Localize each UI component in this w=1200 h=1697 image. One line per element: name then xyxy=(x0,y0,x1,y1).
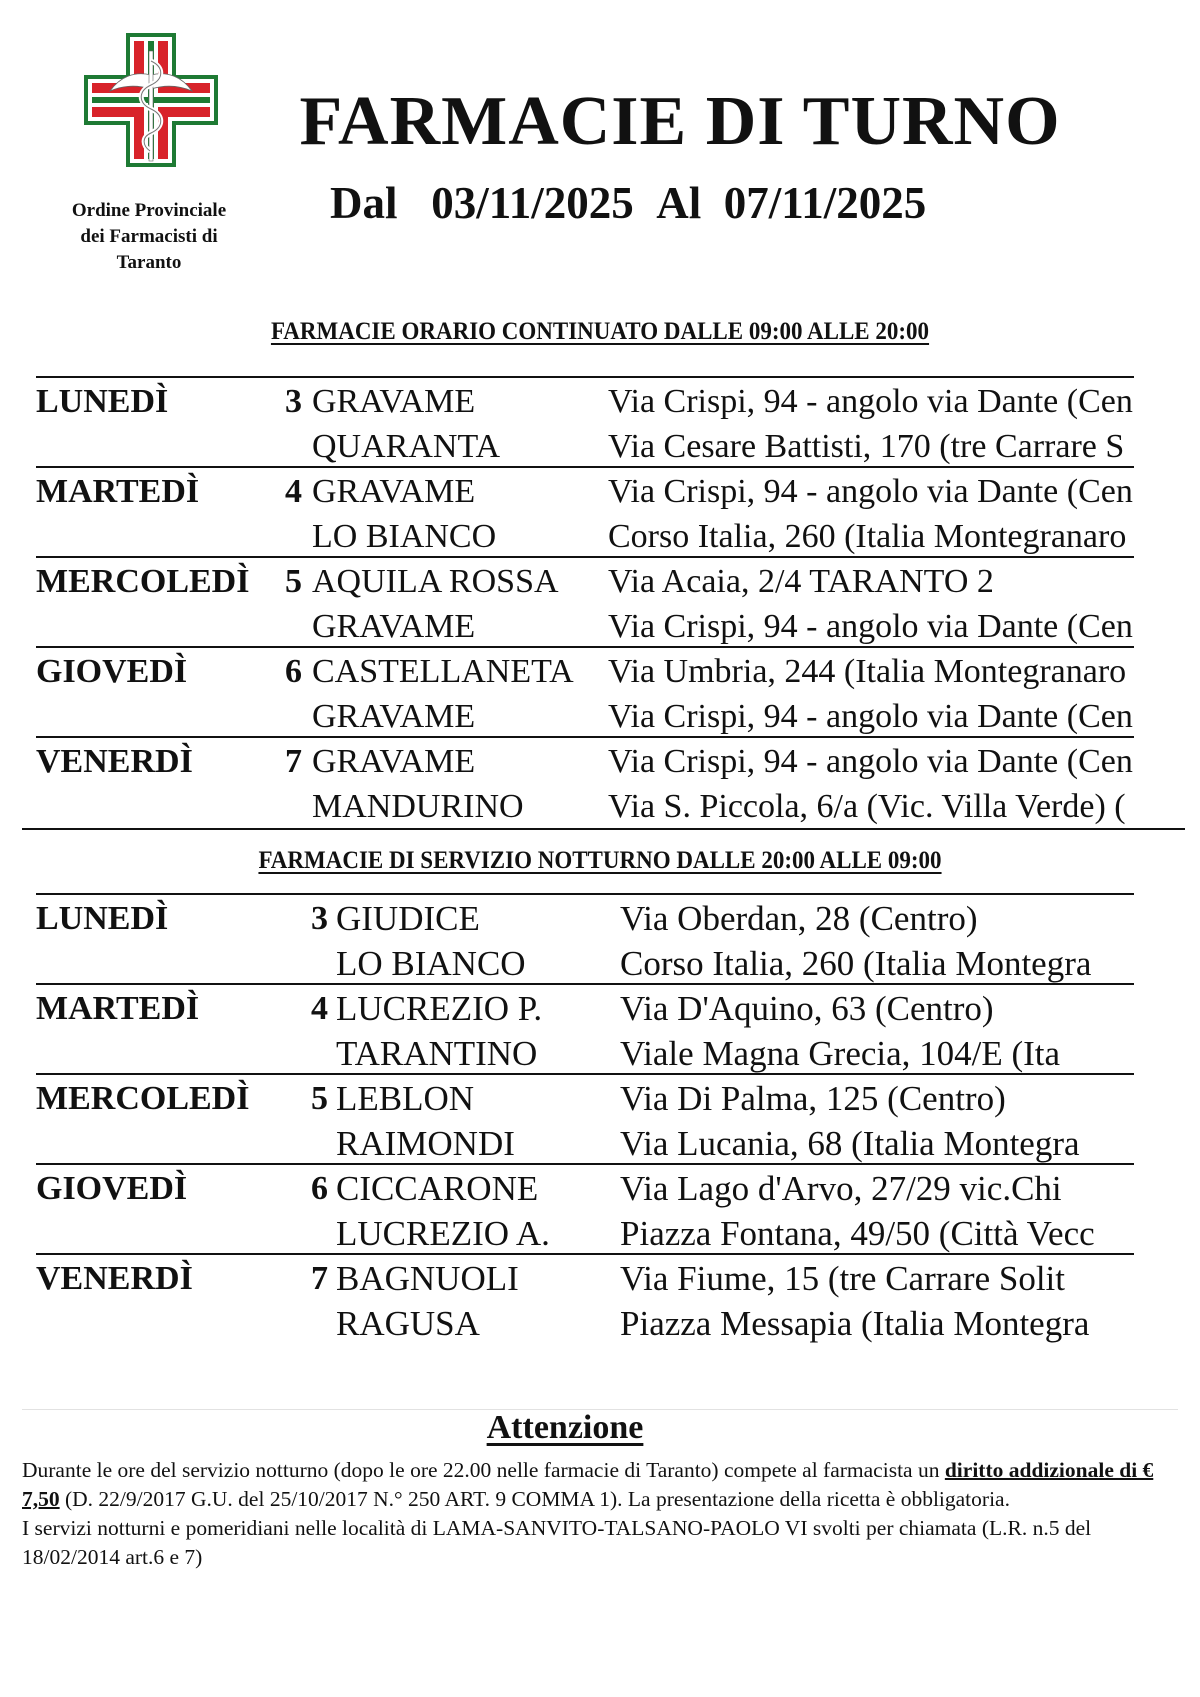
date-to: 07/11/2025 xyxy=(723,178,927,228)
schedule-row xyxy=(36,650,1200,740)
weekday: MERCOLEDÌ xyxy=(36,1080,250,1117)
pharmacy-name: MANDURINO xyxy=(312,788,524,825)
pharmacy-address: Piazza Fontana, 49/50 (Città Vecc xyxy=(620,1214,1095,1253)
pharmacy-address: Via Lucania, 68 (Italia Montegra xyxy=(620,1124,1080,1163)
row-divider xyxy=(36,1073,1134,1075)
night-section-heading: FARMACIE DI SERVIZIO NOTTURNO DALLE 20:00 ALLE 09:00 xyxy=(258,847,942,874)
date-from: 03/11/2025 xyxy=(431,178,634,228)
day-section-heading: FARMACIE ORARIO CONTINUATO DALLE 09:00 ALLE 20:00 xyxy=(270,318,930,345)
pharmacy-address: Corso Italia, 260 (Italia Montegranaro xyxy=(608,518,1127,555)
day-number: 4 xyxy=(285,473,302,510)
pharmacy-name: LUCREZIO P. xyxy=(336,989,543,1028)
row-divider xyxy=(36,1253,1134,1255)
pharmacy-name: LUCREZIO A. xyxy=(336,1214,550,1253)
pharmacy-address: Corso Italia, 260 (Italia Montegra xyxy=(620,944,1092,983)
weekday: MERCOLEDÌ xyxy=(36,563,250,600)
pharmacy-address: Via Crispi, 94 - angolo via Dante (Cen xyxy=(608,473,1133,510)
pharmacy-address: Via Crispi, 94 - angolo via Dante (Cen xyxy=(608,608,1133,645)
pharmacy-name: RAIMONDI xyxy=(336,1124,515,1163)
pharmacy-address: Via Umbria, 244 (Italia Montegranaro xyxy=(608,653,1127,690)
pharmacy-name: CASTELLANETA xyxy=(312,653,574,690)
notice-paragraph-1 xyxy=(22,1456,1182,1514)
schedule-row xyxy=(36,380,1200,470)
pharmacy-address: Via Crispi, 94 - angolo via Dante (Cen xyxy=(608,698,1133,735)
pharmacy-address: Via Crispi, 94 - angolo via Dante (Cen xyxy=(608,383,1133,420)
pharmacy-address: Via D'Aquino, 63 (Centro) xyxy=(620,989,994,1028)
weekday: GIOVEDÌ xyxy=(36,1170,188,1207)
notice-text: (D. 22/9/2017 G.U. del 25/10/2017 N.° 250 ART. 9 COMMA 1). La presentazione della ricetta è obbligatoria. xyxy=(59,1487,1010,1511)
pharmacy-name: GRAVAME xyxy=(312,473,476,510)
pharmacy-address: Via Fiume, 15 (tre Carrare Solit xyxy=(620,1259,1066,1298)
pharmacy-cross-logo-icon xyxy=(84,33,218,167)
pharmacy-address: Piazza Messapia (Italia Montegra xyxy=(620,1304,1090,1343)
day-number: 7 xyxy=(311,1260,328,1297)
weekday: LUNEDÌ xyxy=(36,383,169,420)
pharmacy-name: AQUILA ROSSA xyxy=(312,563,559,600)
pharmacy-address: Via Di Palma, 125 (Centro) xyxy=(620,1079,1006,1118)
weekday: GIOVEDÌ xyxy=(36,653,188,690)
notice-text: Durante le ore del servizio notturno (dopo le ore 22.00 nelle farmacie di Taranto) compete al farmacista un xyxy=(22,1458,945,1482)
pharmacy-name: LEBLON xyxy=(336,1079,475,1118)
pharmacy-name: RAGUSA xyxy=(336,1304,480,1343)
weekday: MARTEDÌ xyxy=(36,473,200,510)
row-divider xyxy=(36,983,1134,985)
pharmacy-address: Viale Magna Grecia, 104/E (Ita xyxy=(620,1034,1061,1073)
day-number: 4 xyxy=(311,990,328,1027)
weekday: VENERDÌ xyxy=(36,1260,193,1297)
row-divider xyxy=(36,466,1134,468)
org-line: Ordine Provinciale xyxy=(71,200,227,221)
pharmacy-name: QUARANTA xyxy=(312,428,501,465)
schedule-row xyxy=(36,987,1200,1077)
additional-fee-highlight: diritto addizionale di € 7,50 xyxy=(22,1458,1154,1511)
pharmacy-address: Via Oberdan, 28 (Centro) xyxy=(620,899,978,938)
row-divider xyxy=(36,736,1134,738)
schedule-row xyxy=(36,470,1200,560)
row-divider xyxy=(36,893,1134,895)
schedule-row xyxy=(36,740,1200,830)
pharmacy-name: LO BIANCO xyxy=(312,518,497,555)
pharmacy-name: TARANTINO xyxy=(336,1034,538,1073)
notice-paragraph-2: I servizi notturni e pomeridiani nelle località di LAMA-SANVITO-TALSANO-PAOLO VI svolti per chiamata (L.R. n.5 del 18/02/2014 art.6 e 7) xyxy=(22,1516,1092,1569)
schedule-row xyxy=(36,560,1200,650)
day-number: 6 xyxy=(285,653,302,690)
dal-label: Dal xyxy=(330,178,398,228)
weekday: MARTEDÌ xyxy=(36,990,200,1027)
pharmacy-address: Via Lago d'Arvo, 27/29 vic.Chi xyxy=(620,1169,1062,1208)
pharmacy-name: LO BIANCO xyxy=(336,944,526,983)
date-range xyxy=(330,176,926,230)
row-divider xyxy=(36,376,1134,378)
day-number: 3 xyxy=(311,900,328,937)
pharmacy-address: Via Crispi, 94 - angolo via Dante (Cen xyxy=(608,743,1133,780)
organization-name xyxy=(40,198,258,276)
pharmacy-name: GRAVAME xyxy=(312,383,476,420)
day-number: 5 xyxy=(311,1080,328,1117)
schedule-row xyxy=(36,897,1200,987)
day-number: 6 xyxy=(311,1170,328,1207)
row-divider xyxy=(36,1163,1134,1165)
day-number: 3 xyxy=(285,383,302,420)
pharmacy-address: Via S. Piccola, 6/a (Vic. Villa Verde) ( xyxy=(608,788,1126,825)
page-title: FARMACIE DI TURNO xyxy=(299,83,1061,160)
schedule-row xyxy=(36,1167,1200,1257)
org-line: dei Farmacisti di xyxy=(80,226,218,247)
pharmacy-name: GRAVAME xyxy=(312,743,476,780)
weekday: LUNEDÌ xyxy=(36,900,169,937)
pharmacy-name: GRAVAME xyxy=(312,608,476,645)
org-line: Taranto xyxy=(116,252,182,273)
pharmacy-address: Via Cesare Battisti, 170 (tre Carrare S xyxy=(608,428,1125,465)
row-divider xyxy=(36,556,1134,558)
row-divider xyxy=(36,646,1134,648)
pharmacy-name: GRAVAME xyxy=(312,698,476,735)
pharmacy-name: BAGNUOLI xyxy=(336,1259,519,1298)
notice-title: Attenzione xyxy=(486,1409,644,1446)
section-divider xyxy=(22,828,1185,830)
pharmacy-name: GIUDICE xyxy=(336,899,480,938)
schedule-row xyxy=(36,1257,1200,1347)
weekday: VENERDÌ xyxy=(36,743,193,780)
al-label: Al xyxy=(656,178,702,228)
day-number: 7 xyxy=(285,743,302,780)
pharmacy-address: Via Acaia, 2/4 TARANTO 2 xyxy=(608,563,994,600)
schedule-row xyxy=(36,1077,1200,1167)
day-number: 5 xyxy=(285,563,302,600)
notice-body xyxy=(22,1456,1182,1572)
pharmacy-name: CICCARONE xyxy=(336,1169,539,1208)
